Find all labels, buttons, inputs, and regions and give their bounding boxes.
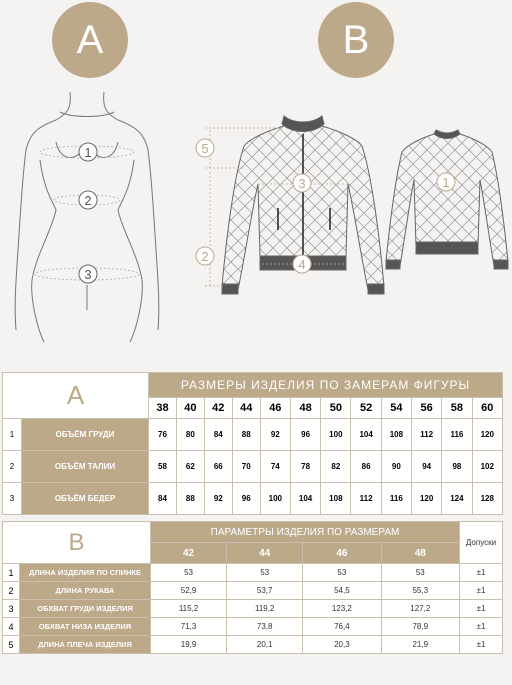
tolerance-cell: ±1 bbox=[460, 618, 503, 636]
value-cell: 55,3 bbox=[381, 582, 459, 600]
value-cell: 102 bbox=[472, 451, 502, 483]
value-cell: 115,2 bbox=[151, 600, 227, 618]
size-cell: 50 bbox=[321, 398, 351, 419]
table-row bbox=[3, 618, 503, 636]
value-cell: 76,4 bbox=[303, 618, 381, 636]
value-cell: 62 bbox=[176, 451, 204, 483]
value-cell: 74 bbox=[260, 451, 290, 483]
jacket-marker-4: 4 bbox=[298, 257, 306, 272]
value-cell: 90 bbox=[381, 451, 411, 483]
size-cell: 56 bbox=[412, 398, 442, 419]
value-cell: 127,2 bbox=[381, 600, 459, 618]
table-row bbox=[3, 419, 503, 451]
size-cell: 46 bbox=[260, 398, 290, 419]
value-cell: 92 bbox=[204, 483, 232, 515]
value-cell: 84 bbox=[149, 483, 177, 515]
row-label: ДЛИНА РУКАВА bbox=[20, 582, 151, 600]
value-cell: 73,8 bbox=[227, 618, 303, 636]
value-cell: 20,3 bbox=[303, 636, 381, 654]
value-cell: 78 bbox=[290, 451, 320, 483]
figure-marker-2: 2 bbox=[84, 193, 92, 208]
row-number: 3 bbox=[3, 600, 20, 618]
value-cell: 124 bbox=[442, 483, 472, 515]
table-row bbox=[3, 564, 503, 582]
value-cell: 96 bbox=[290, 419, 320, 451]
tolerance-cell: ±1 bbox=[460, 636, 503, 654]
row-label: ОБЪЁМ ГРУДИ bbox=[22, 419, 149, 451]
value-cell: 96 bbox=[232, 483, 260, 515]
row-number: 1 bbox=[3, 419, 22, 451]
value-cell: 52,9 bbox=[151, 582, 227, 600]
section-a-badge: A bbox=[52, 2, 128, 78]
value-cell: 88 bbox=[176, 483, 204, 515]
row-number: 3 bbox=[3, 483, 22, 515]
value-cell: 78,9 bbox=[381, 618, 459, 636]
tolerance-cell: ±1 bbox=[460, 582, 503, 600]
section-b-badge: B bbox=[318, 2, 394, 78]
table-a-figure-measurements bbox=[2, 372, 503, 515]
value-cell: 71,3 bbox=[151, 618, 227, 636]
value-cell: 128 bbox=[472, 483, 502, 515]
table-row bbox=[3, 582, 503, 600]
size-cell: 44 bbox=[227, 543, 303, 564]
row-number: 2 bbox=[3, 582, 20, 600]
table-b-header: ПАРАМЕТРЫ ИЗДЕЛИЯ ПО РАЗМЕРАМ bbox=[151, 522, 460, 543]
value-cell: 119,2 bbox=[227, 600, 303, 618]
value-cell: 53 bbox=[303, 564, 381, 582]
table-b-garment-parameters bbox=[2, 521, 503, 654]
value-cell: 94 bbox=[412, 451, 442, 483]
value-cell: 120 bbox=[472, 419, 502, 451]
value-cell: 92 bbox=[260, 419, 290, 451]
value-cell: 100 bbox=[321, 419, 351, 451]
value-cell: 98 bbox=[442, 451, 472, 483]
value-cell: 116 bbox=[442, 419, 472, 451]
size-cell: 44 bbox=[232, 398, 260, 419]
value-cell: 53 bbox=[151, 564, 227, 582]
table-row bbox=[3, 483, 503, 515]
table-a-letter: A bbox=[3, 373, 149, 419]
value-cell: 20,1 bbox=[227, 636, 303, 654]
value-cell: 58 bbox=[149, 451, 177, 483]
value-cell: 108 bbox=[381, 419, 411, 451]
value-cell: 86 bbox=[351, 451, 381, 483]
value-cell: 123,2 bbox=[303, 600, 381, 618]
table-row bbox=[3, 600, 503, 618]
value-cell: 76 bbox=[149, 419, 177, 451]
size-cell: 60 bbox=[472, 398, 502, 419]
jacket-marker-5: 5 bbox=[201, 141, 209, 156]
value-cell: 116 bbox=[381, 483, 411, 515]
row-number: 2 bbox=[3, 451, 22, 483]
value-cell: 54,5 bbox=[303, 582, 381, 600]
value-cell: 108 bbox=[321, 483, 351, 515]
figure-marker-1: 1 bbox=[84, 145, 92, 160]
row-number: 5 bbox=[3, 636, 20, 654]
size-cell: 52 bbox=[351, 398, 381, 419]
value-cell: 104 bbox=[290, 483, 320, 515]
value-cell: 66 bbox=[204, 451, 232, 483]
value-cell: 53,7 bbox=[227, 582, 303, 600]
tolerance-cell: ±1 bbox=[460, 600, 503, 618]
jacket-marker-2: 2 bbox=[201, 249, 209, 264]
row-label: ДЛИНА ИЗДЕЛИЯ ПО СПИНКЕ bbox=[20, 564, 151, 582]
jacket-marker-3: 3 bbox=[298, 176, 306, 191]
size-cell: 40 bbox=[176, 398, 204, 419]
size-cell: 42 bbox=[151, 543, 227, 564]
value-cell: 104 bbox=[351, 419, 381, 451]
row-label: ОБЪЁМ ТАЛИИ bbox=[22, 451, 149, 483]
value-cell: 84 bbox=[204, 419, 232, 451]
table-row bbox=[3, 451, 503, 483]
row-label: ОБХВАТ НИЗА ИЗДЕЛИЯ bbox=[20, 618, 151, 636]
female-figure bbox=[15, 92, 159, 342]
value-cell: 19,9 bbox=[151, 636, 227, 654]
tolerance-cell: ±1 bbox=[460, 564, 503, 582]
size-cell: 38 bbox=[149, 398, 177, 419]
table-b-letter: B bbox=[3, 522, 151, 564]
row-label: ОБЪЁМ БЕДЕР bbox=[22, 483, 149, 515]
row-number: 4 bbox=[3, 618, 20, 636]
table-a-header: РАЗМЕРЫ ИЗДЕЛИЯ ПО ЗАМЕРАМ ФИГУРЫ bbox=[149, 373, 503, 398]
size-cell: 48 bbox=[290, 398, 320, 419]
size-cell: 54 bbox=[381, 398, 411, 419]
value-cell: 53 bbox=[227, 564, 303, 582]
table-row bbox=[3, 636, 503, 654]
row-number: 1 bbox=[3, 564, 20, 582]
value-cell: 88 bbox=[232, 419, 260, 451]
figure-markers bbox=[79, 143, 97, 283]
value-cell: 100 bbox=[260, 483, 290, 515]
size-cell: 46 bbox=[303, 543, 381, 564]
value-cell: 82 bbox=[321, 451, 351, 483]
row-label: ДЛИНА ПЛЕЧА ИЗДЕЛИЯ bbox=[20, 636, 151, 654]
value-cell: 120 bbox=[412, 483, 442, 515]
size-cell: 42 bbox=[204, 398, 232, 419]
jacket-back-marker-1: 1 bbox=[442, 175, 450, 190]
value-cell: 53 bbox=[381, 564, 459, 582]
value-cell: 80 bbox=[176, 419, 204, 451]
row-label: ОБХВАТ ГРУДИ ИЗДЕЛИЯ bbox=[20, 600, 151, 618]
measurement-illustrations bbox=[0, 80, 512, 370]
figure-marker-3: 3 bbox=[84, 267, 92, 282]
table-b-tolerance-header: Допуски bbox=[460, 522, 503, 564]
size-cell: 58 bbox=[442, 398, 472, 419]
size-cell: 48 bbox=[381, 543, 459, 564]
jacket-back bbox=[386, 130, 508, 269]
value-cell: 70 bbox=[232, 451, 260, 483]
figure-measure-lines bbox=[35, 146, 139, 280]
value-cell: 112 bbox=[412, 419, 442, 451]
value-cell: 112 bbox=[351, 483, 381, 515]
value-cell: 21,9 bbox=[381, 636, 459, 654]
